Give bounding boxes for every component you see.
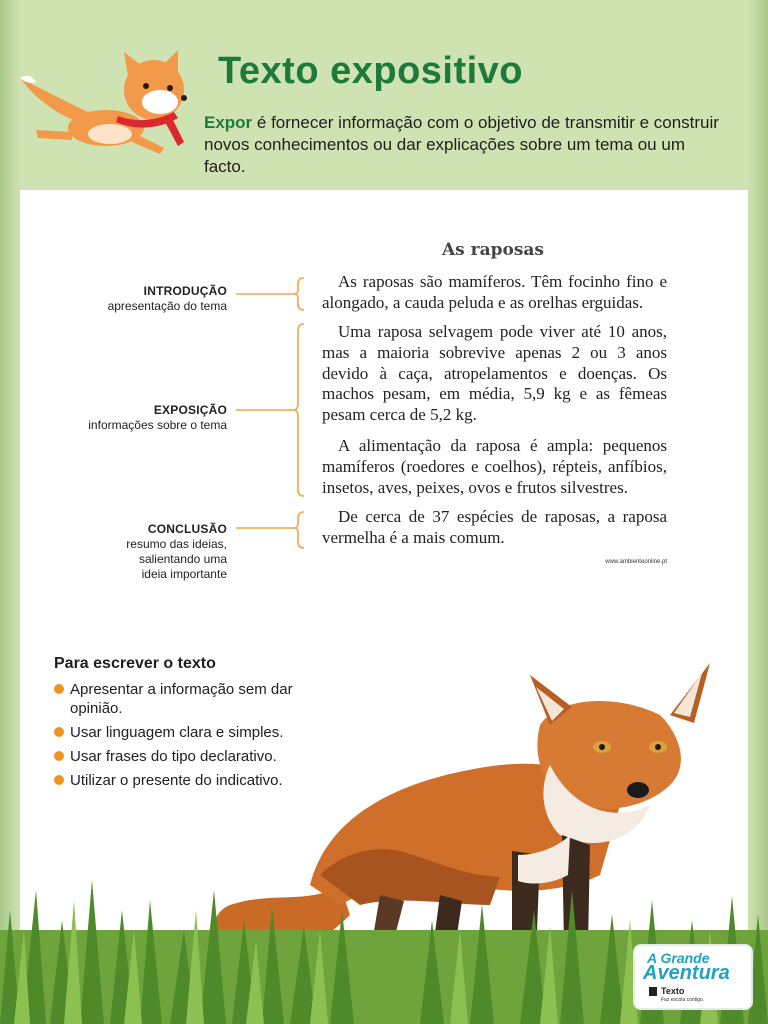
bullet-dot-icon (54, 751, 64, 761)
conclusao-bracket (294, 512, 304, 548)
article-paragraph-2: Uma raposa selvagem pode viver até 10 anos, mas a maioria sobrevive apenas 2 ou 3 anos devido à caça, atropelamentos e doenças. Os machos pesam, em média, 5,9 kg e as fêmeas pesam cerca de 5,2 kg. (322, 322, 667, 425)
page-title: Texto expositivo (218, 50, 524, 92)
conclusao-description-line3: ideia importante (141, 567, 227, 581)
tip-text: Apresentar a informação sem dar opinião. (70, 681, 293, 717)
book-icon (649, 987, 657, 996)
fox-mascot-illustration (14, 50, 196, 158)
exposicao-description: informações sobre o tema (88, 418, 227, 432)
introducao-heading: INTRODUÇÃO (143, 284, 227, 298)
logo-tagline: Faz escola contigo. (661, 997, 705, 1003)
logo-series-line2: Aventura (643, 962, 730, 984)
article-paragraph-1: As raposas são mamíferos. Têm focinho fino e alongado, a cauda peluda e as orelhas erguidas. (322, 272, 667, 312)
label-conclusao (40, 522, 227, 582)
bullet-dot-icon (54, 775, 64, 785)
definition-body: é fornecer informação com o objetivo de transmitir e construir novos conhecimentos ou dar explicações sobre um tema ou um facto. (204, 113, 719, 176)
conclusao-heading: CONCLUSÃO (147, 522, 227, 536)
introducao-bracket (294, 278, 304, 310)
structure-brackets (230, 270, 310, 560)
bullet-dot-icon (54, 727, 64, 737)
conclusao-description-line2: salientando uma (138, 552, 227, 566)
definition-keyword: Expor (204, 113, 253, 132)
logo-brand: Texto (661, 986, 685, 996)
bullet-dot-icon (54, 684, 64, 694)
publisher-logo (633, 944, 753, 1010)
article-title: As raposas (441, 240, 545, 260)
exposicao-heading: EXPOSIÇÃO (153, 403, 227, 417)
tip-text: Usar frases do tipo declarativo. (70, 748, 277, 765)
definition-text (204, 112, 724, 178)
label-exposicao (40, 403, 227, 433)
article-paragraph-4: De cerca de 37 espécies de raposas, a raposa vermelha é a mais comum. (322, 507, 667, 547)
article-source: www.ambienteonline.pt (605, 559, 667, 565)
logo-series-line1: A Grande (647, 950, 710, 966)
tip-text: Utilizar o presente do indicativo. (70, 772, 283, 789)
label-introducao (40, 284, 227, 314)
tips-title: Para escrever o texto (54, 655, 216, 672)
article-paragraph-3: A alimentação da raposa é ampla: pequenos mamíferos (roedores e coelhos), répteis, anfíbios, insetos, aves, peixes, ovos e frutos silvestres. (322, 436, 667, 497)
exposicao-bracket (294, 324, 304, 496)
tip-text: Usar linguagem clara e simples. (70, 724, 284, 741)
conclusao-description-line1: resumo das ideias, (126, 537, 227, 551)
introducao-description: apresentação do tema (107, 299, 227, 313)
